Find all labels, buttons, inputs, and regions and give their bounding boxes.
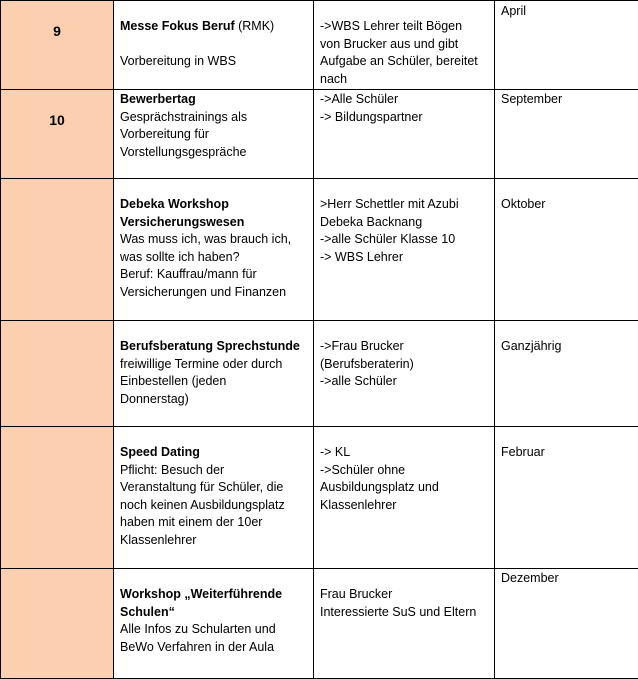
event-title-suffix: (RMK) bbox=[235, 19, 275, 33]
participants-cell bbox=[314, 90, 495, 179]
row-number bbox=[1, 321, 113, 343]
table-row bbox=[1, 90, 638, 179]
row-number-cell bbox=[1, 1, 114, 90]
participant-line: Interessierte SuS und Eltern bbox=[320, 604, 488, 622]
participant-line: ->Frau Brucker bbox=[320, 338, 488, 356]
participant-line: von Brucker aus und gibt bbox=[320, 36, 488, 54]
event-date: April bbox=[501, 4, 526, 18]
participant-line: ->alle Schüler Klasse 10 bbox=[320, 231, 488, 249]
event-date: Februar bbox=[501, 445, 545, 459]
event-title: Workshop „Weiterführende bbox=[120, 586, 307, 604]
table-row bbox=[1, 1, 638, 90]
date-cell bbox=[495, 569, 638, 679]
event-detail: Versicherungen und Finanzen bbox=[120, 284, 307, 302]
date-cell bbox=[495, 1, 638, 90]
event-detail: Alle Infos zu Schularten und bbox=[120, 621, 307, 639]
participants-cell bbox=[314, 321, 495, 427]
event-date: September bbox=[501, 92, 562, 106]
event-detail: Beruf: Kauffrau/mann für bbox=[120, 266, 307, 284]
participants-cell bbox=[314, 427, 495, 569]
table-row bbox=[1, 179, 638, 321]
participants-cell bbox=[314, 1, 495, 90]
event-date: Oktober bbox=[501, 197, 545, 211]
participant-line: ->alle Schüler bbox=[320, 373, 488, 391]
table-row bbox=[1, 569, 638, 679]
participant-line: (Berufsberaterin) bbox=[320, 356, 488, 374]
event-detail: Vorstellungsgespräche bbox=[120, 144, 307, 162]
row-number bbox=[1, 569, 113, 591]
row-number bbox=[1, 179, 113, 201]
participant-line: Aufgabe an Schüler, bereitet bbox=[320, 53, 488, 71]
event-detail: Vorbereitung in WBS bbox=[120, 53, 307, 71]
participants-cell bbox=[314, 179, 495, 321]
participant-line: Klassenlehrer bbox=[320, 497, 488, 515]
event-detail: haben mit einem der 10er bbox=[120, 514, 307, 532]
event-title: Versicherungswesen bbox=[120, 214, 307, 232]
row-number-cell bbox=[1, 321, 114, 427]
event-cell bbox=[114, 569, 314, 679]
participant-line: -> KL bbox=[320, 444, 488, 462]
participant-line: ->WBS Lehrer teilt Bögen bbox=[320, 18, 488, 36]
participant-line: Debeka Backnang bbox=[320, 214, 488, 232]
event-date: Ganzjährig bbox=[501, 339, 561, 353]
row-number: 9 bbox=[1, 1, 113, 41]
event-detail: Donnerstag) bbox=[120, 391, 307, 409]
event-title: Bewerbertag bbox=[120, 91, 307, 109]
participant-line: -> WBS Lehrer bbox=[320, 249, 488, 267]
participants-cell bbox=[314, 569, 495, 679]
row-number-cell bbox=[1, 427, 114, 569]
participant-line: ->Schüler ohne bbox=[320, 462, 488, 480]
event-detail: freiwillige Termine oder durch bbox=[120, 356, 307, 374]
date-cell bbox=[495, 179, 638, 321]
event-detail: Veranstaltung für Schüler, die bbox=[120, 479, 307, 497]
event-detail: Einbestellen (jeden bbox=[120, 373, 307, 391]
participant-line: >Herr Schettler mit Azubi bbox=[320, 196, 488, 214]
date-cell bbox=[495, 427, 638, 569]
event-detail: was sollte ich haben? bbox=[120, 249, 307, 267]
event-detail: Klassenlehrer bbox=[120, 532, 307, 550]
event-title: Debeka Workshop bbox=[120, 196, 307, 214]
event-title: Speed Dating bbox=[120, 444, 307, 462]
table-row bbox=[1, 427, 638, 569]
row-number-cell bbox=[1, 90, 114, 179]
event-title: Schulen“ bbox=[120, 604, 307, 622]
event-cell bbox=[114, 1, 314, 90]
event-detail: Vorbereitung für bbox=[120, 126, 307, 144]
date-cell bbox=[495, 90, 638, 179]
row-number-cell bbox=[1, 179, 114, 321]
event-detail: Gesprächstrainings als bbox=[120, 109, 307, 127]
event-detail: BeWo Verfahren in der Aula bbox=[120, 639, 307, 657]
event-detail: Pflicht: Besuch der bbox=[120, 462, 307, 480]
date-cell bbox=[495, 321, 638, 427]
table-row bbox=[1, 321, 638, 427]
event-title: Messe Fokus Beruf bbox=[120, 19, 235, 33]
event-detail: Was muss ich, was brauch ich, bbox=[120, 231, 307, 249]
event-cell bbox=[114, 179, 314, 321]
row-number bbox=[1, 427, 113, 449]
event-date: Dezember bbox=[501, 571, 559, 585]
event-cell bbox=[114, 90, 314, 179]
row-number: 10 bbox=[1, 90, 113, 130]
event-cell bbox=[114, 321, 314, 427]
row-number-cell bbox=[1, 569, 114, 679]
event-cell bbox=[114, 427, 314, 569]
participant-line: -> Bildungspartner bbox=[320, 109, 488, 127]
participant-line: Frau Brucker bbox=[320, 586, 488, 604]
participant-line: nach bbox=[320, 71, 488, 89]
event-title: Berufsberatung Sprechstunde bbox=[120, 338, 307, 356]
participant-line: ->Alle Schüler bbox=[320, 91, 488, 109]
participant-line: Ausbildungsplatz und bbox=[320, 479, 488, 497]
event-detail: noch keinen Ausbildungsplatz bbox=[120, 497, 307, 515]
